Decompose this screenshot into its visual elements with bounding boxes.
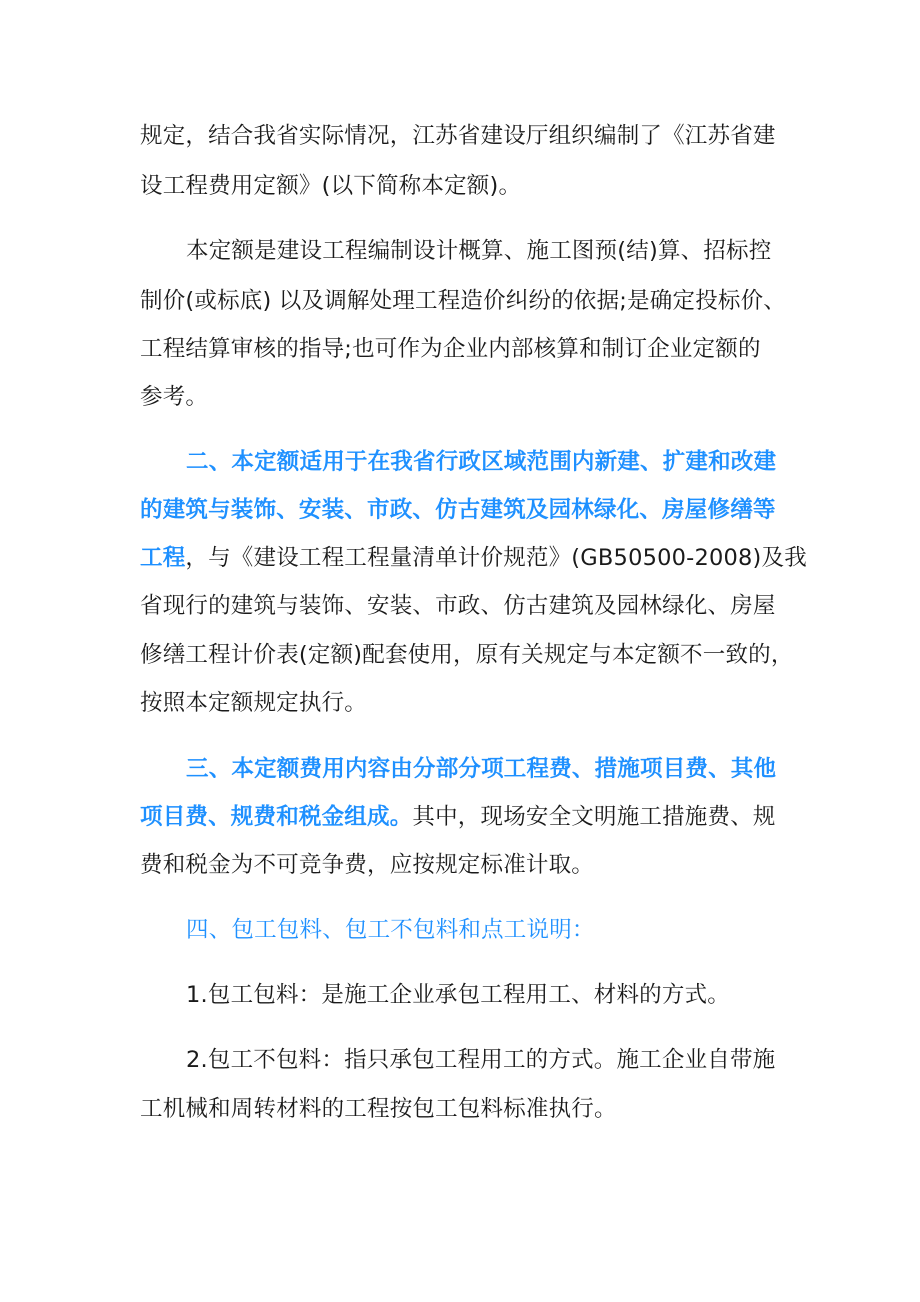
paragraph-3-line-6 bbox=[140, 688, 367, 718]
paragraph-4-line-3 bbox=[140, 850, 594, 880]
paragraph-2-line-2 bbox=[140, 286, 786, 316]
text-segment: 本定额是建设工程编制设计概算、施工图预(结)算、招标控 bbox=[186, 238, 772, 264]
text-segment: 四、包工包料、包工不包料和点工说明： bbox=[186, 917, 595, 943]
highlighted-text: 二、本定额适用于在我省行政区域范围内新建、扩建和改建 bbox=[186, 449, 777, 475]
paragraph-2-line-3 bbox=[140, 334, 761, 364]
paragraph-1-line-2 bbox=[140, 171, 521, 201]
highlighted-text: 的建筑与装饰、安装、市政、仿古建筑及园林绿化、房屋修缮等 bbox=[140, 497, 776, 523]
text-segment: 按照本定额规定执行。 bbox=[140, 690, 368, 716]
text-segment: 1.包工包料：是施工企业承包工程用工、材料的方式。 bbox=[186, 982, 730, 1008]
text-segment: 工程结算审核的指导;也可作为企业内部核算和制订企业定额的 bbox=[140, 336, 761, 362]
text-segment: 制价(或标底) 以及调解处理工程造价纠纷的依据;是确定投标价、 bbox=[140, 288, 786, 314]
paragraph-3-line-3 bbox=[140, 543, 807, 573]
text-segment: 设工程费用定额》(以下简称本定额)。 bbox=[140, 173, 522, 199]
text-segment: 修缮工程计价表(定额)配套使用，原有关规定与本定额不一致的， bbox=[140, 642, 794, 668]
text-segment: 参考。 bbox=[140, 384, 209, 410]
text-segment: 省现行的建筑与装饰、安装、市政、仿古建筑及园林绿化、房屋 bbox=[140, 593, 776, 619]
paragraph-3-line-2 bbox=[140, 495, 776, 525]
item-2-line-2 bbox=[140, 1094, 617, 1124]
paragraph-3-line-1 bbox=[186, 447, 776, 477]
paragraph-1-line-1 bbox=[140, 121, 776, 151]
text-segment: 费和税金为不可竞争费，应按规定标准计取。 bbox=[140, 852, 595, 878]
section-heading-4 bbox=[186, 915, 595, 945]
paragraph-4-line-2 bbox=[140, 802, 776, 832]
paragraph-4-line-1 bbox=[186, 754, 776, 784]
highlighted-text: 三、本定额费用内容由分部分项工程费、措施项目费、其他 bbox=[186, 756, 777, 782]
item-2-line-1 bbox=[186, 1045, 775, 1075]
highlighted-text: 工程 bbox=[140, 545, 186, 571]
paragraph-3-line-4 bbox=[140, 591, 776, 621]
text-segment: 其中，现场安全文明施工措施费、规 bbox=[412, 804, 776, 830]
text-segment: 规定，结合我省实际情况，江苏省建设厅组织编制了《江苏省建 bbox=[140, 123, 776, 149]
paragraph-2-line-1 bbox=[186, 236, 771, 266]
text-segment: 工机械和周转材料的工程按包工包料标准执行。 bbox=[140, 1096, 617, 1122]
text-segment: ，与《建设工程工程量清单计价规范》(GB50500-2008)及我 bbox=[185, 545, 807, 571]
text-segment: 2.包工不包料：指只承包工程用工的方式。施工企业自带施 bbox=[186, 1047, 776, 1073]
paragraph-2-line-4 bbox=[140, 382, 208, 412]
item-1-line-1 bbox=[186, 980, 730, 1010]
highlighted-text: 项目费、规费和税金组成。 bbox=[140, 804, 413, 830]
paragraph-3-line-5 bbox=[140, 640, 794, 670]
